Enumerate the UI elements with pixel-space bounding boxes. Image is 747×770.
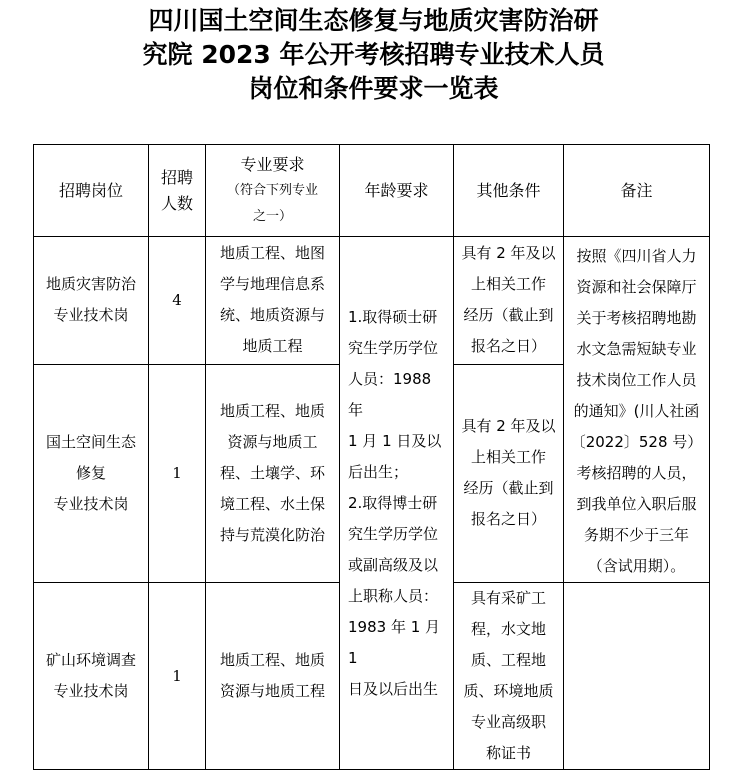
empty-note-cell xyxy=(564,583,710,770)
count-cell: 4 xyxy=(149,237,206,365)
major-cell: 地质工程、地图 学与地理信息系 统、地质资源与 地质工程 xyxy=(206,237,340,365)
header-age: 年龄要求 xyxy=(340,145,454,237)
document-title xyxy=(0,4,747,106)
header-other: 其他条件 xyxy=(454,145,564,237)
major-cell: 地质工程、地质 资源与地质工 程、土壤学、环 境工程、水土保 持与荒漠化防治 xyxy=(206,364,340,582)
header-note: 备注 xyxy=(564,145,710,237)
count-cell: 1 xyxy=(149,583,206,770)
count-cell: 1 xyxy=(149,364,206,582)
header-position: 招聘岗位 xyxy=(34,145,149,237)
other-cell: 具有 2 年及以 上相关工作 经历（截止到 报名之日） xyxy=(454,237,564,365)
age-requirement-cell: 1.取得硕士研 究生学历学位 人员：1988 年 1 月 1 日及以 后出生； 2.取得博士研 究生学历学位 或副高级及以 上职称人员： 1983 年 1 月 1 日及以后出生 xyxy=(340,237,454,770)
title-line-2: 究院 2023 年公开考核招聘专业技术人员 xyxy=(142,40,605,69)
other-cell: 具有采矿工 程，水文地 质、工程地 质、环境地质 专业高级职 称证书 xyxy=(454,583,564,770)
position-cell: 国土空间生态 修复 专业技术岗 xyxy=(34,364,149,582)
position-cell: 矿山环境调查 专业技术岗 xyxy=(34,583,149,770)
title-line-1: 四川国土空间生态修复与地质灾害防治研 xyxy=(148,6,599,35)
header-major: 专业要求 （符合下列专业 之一） xyxy=(206,145,340,237)
other-cell: 具有 2 年及以 上相关工作 经历（截止到 报名之日） xyxy=(454,364,564,582)
header-count: 招聘 人数 xyxy=(149,145,206,237)
recruitment-table xyxy=(33,144,710,770)
header-row xyxy=(34,145,710,237)
position-cell: 地质灾害防治 专业技术岗 xyxy=(34,237,149,365)
table-row xyxy=(34,237,710,365)
note-cell: 按照《四川省人力 资源和社会保障厅 关于考核招聘地勘 水文急需短缺专业 技术岗位工作人员 的通知》(川人社函 〔2022〕528 号） 考核招聘的人员， 到我单位入职后服 务期不少于三年 （含试用期）。 xyxy=(564,237,710,583)
major-cell: 地质工程、地质 资源与地质工程 xyxy=(206,583,340,770)
title-line-3: 岗位和条件要求一览表 xyxy=(248,74,499,103)
